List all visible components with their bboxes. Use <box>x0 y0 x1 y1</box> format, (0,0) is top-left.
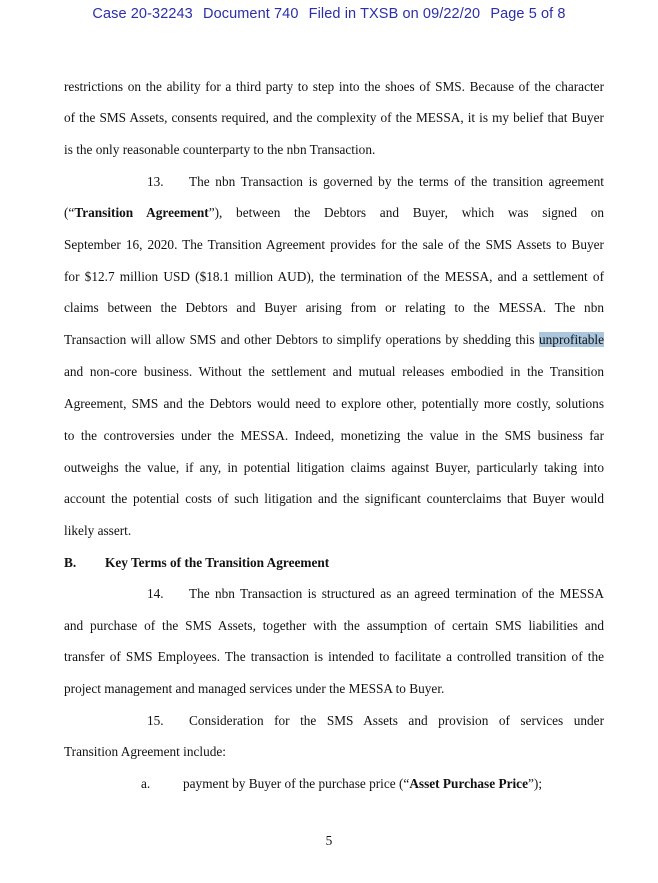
list-item-letter: a. <box>141 776 151 791</box>
body-line: September 16, 2020. The Transition Agreement provides for the sale of the SMS Assets to Buyer <box>64 237 604 252</box>
body-text: Consideration for the SMS Assets and provision of services under <box>189 713 604 728</box>
paragraph-number: 15. <box>147 713 164 728</box>
body-text: payment by Buyer of the purchase price (“ <box>183 776 410 791</box>
selected-text-highlight[interactable]: unprofitable <box>539 332 604 347</box>
body-text: ”), between the Debtors and Buyer, which was signed on <box>208 205 604 220</box>
body-text: (“ <box>64 205 75 220</box>
section-title: Key Terms of the Transition Agreement <box>105 555 330 570</box>
list-item <box>64 776 604 792</box>
body-line: account the potential costs of such litigation and the significant counterclaims that Buyer would <box>64 491 604 506</box>
body-line: restrictions on the ability for a third party to step into the shoes of SMS. Because of the character <box>64 79 604 94</box>
body-line: transfer of SMS Employees. The transaction is intended to facilitate a controlled transition of the <box>64 649 604 664</box>
paragraph-14-first-line <box>64 586 604 602</box>
body-line: project management and managed services under the MESSA to Buyer. <box>64 681 445 696</box>
body-line: to the controversies under the MESSA. Indeed, monetizing the value in the SMS business far <box>64 428 604 443</box>
paragraph-number: 14. <box>147 586 164 601</box>
body-text: The nbn Transaction is governed by the terms of the transition agreement <box>189 174 604 189</box>
paragraph-15-first-line <box>64 713 604 729</box>
body-line: is the only reasonable counterparty to the nbn Transaction. <box>64 142 376 157</box>
list-item-text <box>183 776 542 792</box>
case-number: Case 20-32243 <box>92 6 193 22</box>
body-line: claims between the Debtors and Buyer arising from or relating to the MESSA. The nbn <box>64 300 604 315</box>
body-text: Transaction will allow SMS and other Debtors to simplify operations by shedding this <box>64 332 539 347</box>
body-line: Agreement, SMS and the Debtors would need to explore other, potentially more costly, solutions <box>64 396 604 411</box>
defined-term: Transition Agreement <box>74 205 209 220</box>
ecf-header <box>0 6 658 22</box>
page-of: Page 5 of 8 <box>490 6 566 22</box>
body-line: Transition Agreement include: <box>64 744 227 759</box>
body-line <box>64 205 604 221</box>
document-number: Document 740 <box>203 6 299 22</box>
paragraph-number: 13. <box>147 174 164 189</box>
body-line: and purchase of the SMS Assets, together with the assumption of certain SMS liabilities and <box>64 618 604 633</box>
body-line: for $12.7 million USD ($18.1 million AUD), the termination of the MESSA, and a settlement of <box>64 269 604 284</box>
body-line: likely assert. <box>64 523 132 538</box>
page-number: 5 <box>325 833 333 848</box>
body-line <box>64 332 604 348</box>
body-line: and non-core business. Without the settlement and mutual releases embodied in the Transition <box>64 364 604 379</box>
body-line: of the SMS Assets, consents required, and the complexity of the MESSA, it is my belief that Buyer <box>64 110 604 125</box>
defined-term: Asset Purchase Price <box>409 776 528 791</box>
body-text: ”); <box>527 776 543 791</box>
section-letter: B. <box>64 555 77 570</box>
body-text: The nbn Transaction is structured as an agreed termination of the MESSA <box>189 586 604 601</box>
filed-info: Filed in TXSB on 09/22/20 <box>308 6 481 22</box>
body-line: outweighs the value, if any, in potential litigation claims against Buyer, particularly taking into <box>64 460 604 475</box>
section-heading <box>64 555 604 571</box>
paragraph-13-first-line <box>64 174 604 190</box>
